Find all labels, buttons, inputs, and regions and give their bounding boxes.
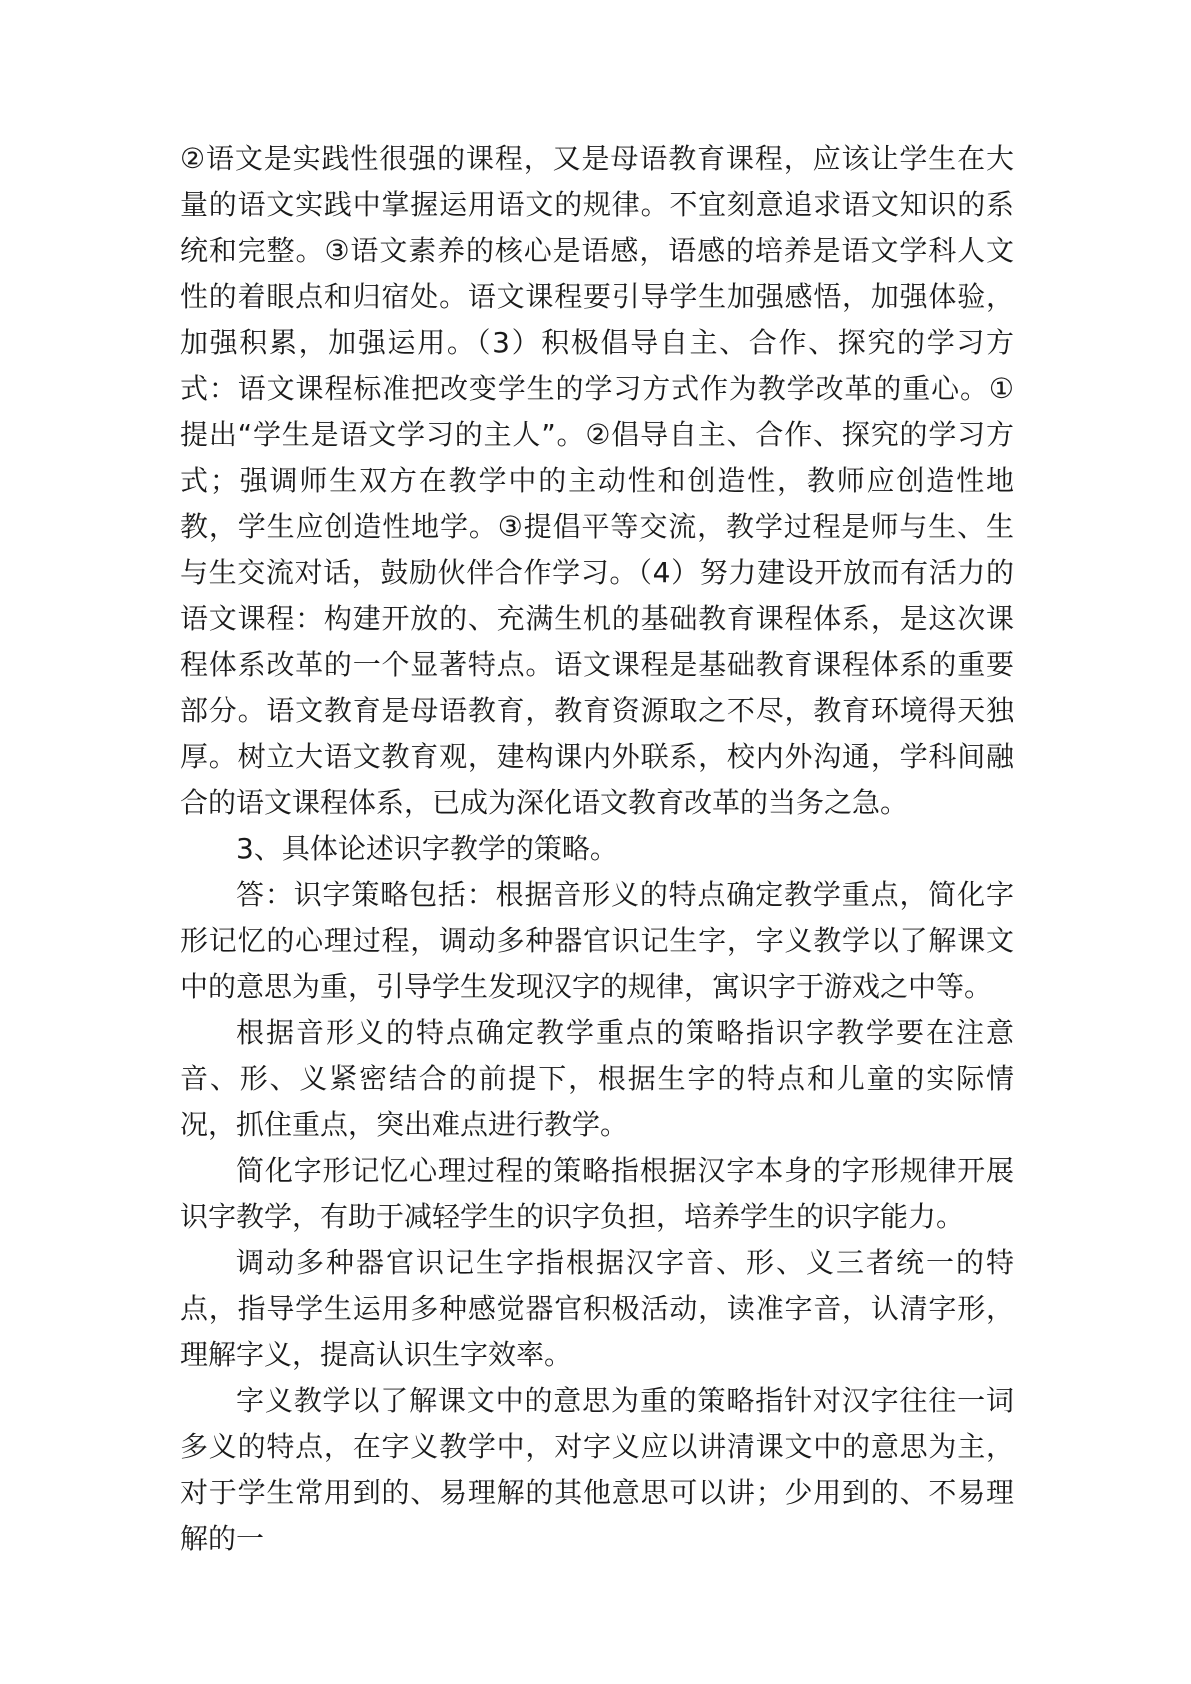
strategy-paragraph-3: 调动多种器官识记生字指根据汉字音、形、义三者统一的特点，指导学生运用多种感觉器官积极活动，读准字音，认清字形，理解字义，提高认识生字效率。	[180, 1246, 1014, 1371]
strategy-paragraph-1: 根据音形义的特点确定教学重点的策略指识字教学要在注意音、形、义紧密结合的前提下，根据生字的特点和儿童的实际情况，抓住重点，突出难点进行教学。	[180, 1016, 1014, 1141]
answer-paragraph: 答：识字策略包括：根据音形义的特点确定教学重点，简化字形记忆的心理过程，调动多种器官识记生字，字义教学以了解课文中的意思为重，引导学生发现汉字的规律，寓识字于游戏之中等。	[180, 878, 1014, 1003]
document-body	[180, 136, 1014, 1562]
question-heading: 3、具体论述识字教学的策略。	[236, 832, 618, 865]
strategy-paragraph-2: 简化字形记忆心理过程的策略指根据汉字本身的字形规律开展识字教学，有助于减轻学生的识字负担，培养学生的识字能力。	[180, 1154, 1014, 1233]
paragraph-continuation: ②语文是实践性很强的课程，又是母语教育课程，应该让学生在大量的语文实践中掌握运用语文的规律。不宜刻意追求语文知识的系统和完整。③语文素养的核心是语感，语感的培养是语文学科人文性的着眼点和归宿处。语文课程要引导学生加强感悟，加强体验，加强积累，加强运用。（3）积极倡导自主、合作、探究的学习方式：语文课程标准把改变学生的学习方式作为教学改革的重心。①提出“学生是语文学习的主人”。②倡导自主、合作、探究的学习方式；强调师生双方在教学中的主动性和创造性，教师应创造性地教，学生应创造性地学。③提倡平等交流，教学过程是师与生、生与生交流对话，鼓励伙伴合作学习。（4）努力建设开放而有活力的语文课程：构建开放的、充满生机的基础教育课程体系，是这次课程体系改革的一个显著特点。语文课程是基础教育课程体系的重要部分。语文教育是母语教育，教育资源取之不尽，教育环境得天独厚。树立大语文教育观，建构课内外联系，校内外沟通，学科间融合的语文课程体系，已成为深化语文教育改革的当务之急。	[180, 142, 1014, 819]
strategy-paragraph-4: 字义教学以了解课文中的意思为重的策略指针对汉字往往一词多义的特点，在字义教学中，对字义应以讲清课文中的意思为主，对于学生常用到的、易理解的其他意思可以讲；少用到的、不易理解的一	[180, 1384, 1014, 1555]
